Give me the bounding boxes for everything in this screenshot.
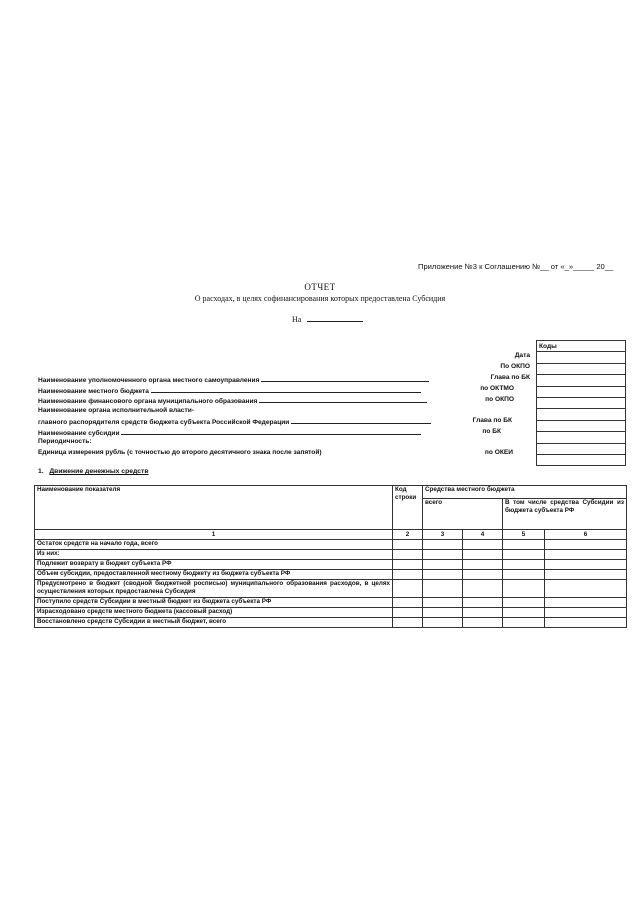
row-label: Предусмотрено в бюджет (сводной бюджетной росписью) муниципального образования расходов, в целях осуществления которых предоставлена Субсидия (35, 580, 393, 598)
field-local-budget: Наименование местного бюджета (38, 386, 421, 395)
label-date: Дата (514, 352, 530, 359)
col-number: 3 (423, 530, 463, 540)
on-date-label: На (292, 315, 302, 324)
label-bk3: по БК (482, 428, 501, 435)
row-label: Объем субсидии, предоставленной местному бюджету из бюджета субъекта РФ (35, 570, 393, 580)
label-bk: Глава по БК (490, 374, 530, 381)
field-exec-body-1: Наименование органа исполнительной власти- (38, 407, 194, 414)
col-header-name: Наименование показателя (35, 486, 393, 530)
code-cell-okpo2 (537, 397, 626, 408)
codes-table (536, 340, 626, 466)
cash-flow-table (34, 485, 627, 628)
code-cell-date (537, 352, 626, 363)
appendix-note: Приложение №3 к Соглашению №__ от «_»_____ 20__ (418, 262, 614, 271)
code-cell-okei (537, 454, 626, 465)
col-header-local: Средства местного бюджета (423, 486, 627, 499)
code-cell-period (537, 443, 626, 454)
report-subtitle: О расходах, в целях софинансирования которых предоставлена Субсидия (194, 294, 446, 303)
field-blank (291, 417, 431, 424)
field-blank (121, 428, 421, 435)
col-number: 4 (463, 530, 503, 540)
row-label: Остаток средств на начало года, всего (35, 540, 393, 550)
col-header-code: Код строки (393, 486, 423, 530)
report-title: ОТЧЕТ (304, 282, 336, 292)
row-label: Из них: (35, 550, 393, 560)
label-okpo2: по ОКПО (485, 396, 514, 403)
date-blank (307, 314, 363, 322)
section-heading: 1. Движение денежных средств (38, 468, 149, 475)
field-blank (259, 396, 427, 403)
code-cell-bk3 (537, 432, 626, 443)
row-label: Подлежит возврату в бюджет субъекта РФ (35, 560, 393, 570)
code-cell-blank (537, 409, 626, 420)
row-label: Восстановлено средств Субсидии в местный бюджет, всего (35, 618, 393, 628)
field-authorized-body: Наименование уполномоченного органа местного самоуправления (38, 375, 429, 384)
label-oktmo: по ОКТМО (480, 385, 514, 392)
code-cell-okpo (537, 363, 626, 374)
col-number: 5 (503, 530, 545, 540)
code-cell-oktmo (537, 386, 626, 397)
code-cell-bk (537, 375, 626, 386)
code-cell-bk2 (537, 420, 626, 431)
label-okpo: По ОКПО (500, 363, 530, 370)
label-bk2: Глава по БК (472, 417, 512, 424)
col-header-total: всего (423, 499, 503, 530)
field-finance-body: Наименование финансового органа муниципального образования (38, 396, 427, 405)
col-header-incl: В том числе средства Субсидии из бюджета субъекта РФ (503, 499, 627, 530)
field-blank (261, 375, 429, 382)
col-number: 6 (545, 530, 627, 540)
codes-header: Коды (537, 341, 626, 352)
row-label: Поступило средств Субсидии в местный бюджет из бюджета субъекта РФ (35, 598, 393, 608)
label-okei: по ОКЕИ (484, 449, 513, 456)
report-date-line (292, 314, 363, 324)
field-unit: Единица измерения рубль (с точностью до второго десятичного знака после запятой) (38, 449, 322, 456)
col-number: 1 (35, 530, 393, 540)
row-label: Израсходовано средств местного бюджета (кассовый расход) (35, 608, 393, 618)
field-exec-body-2: главного распорядителя средств бюджета субъекта Российской Федерации (38, 417, 431, 426)
field-subsidy: Наименование субсидии (38, 428, 421, 437)
field-blank (151, 386, 421, 393)
col-number: 2 (393, 530, 423, 540)
field-periodicity: Периодичность: (38, 438, 92, 445)
